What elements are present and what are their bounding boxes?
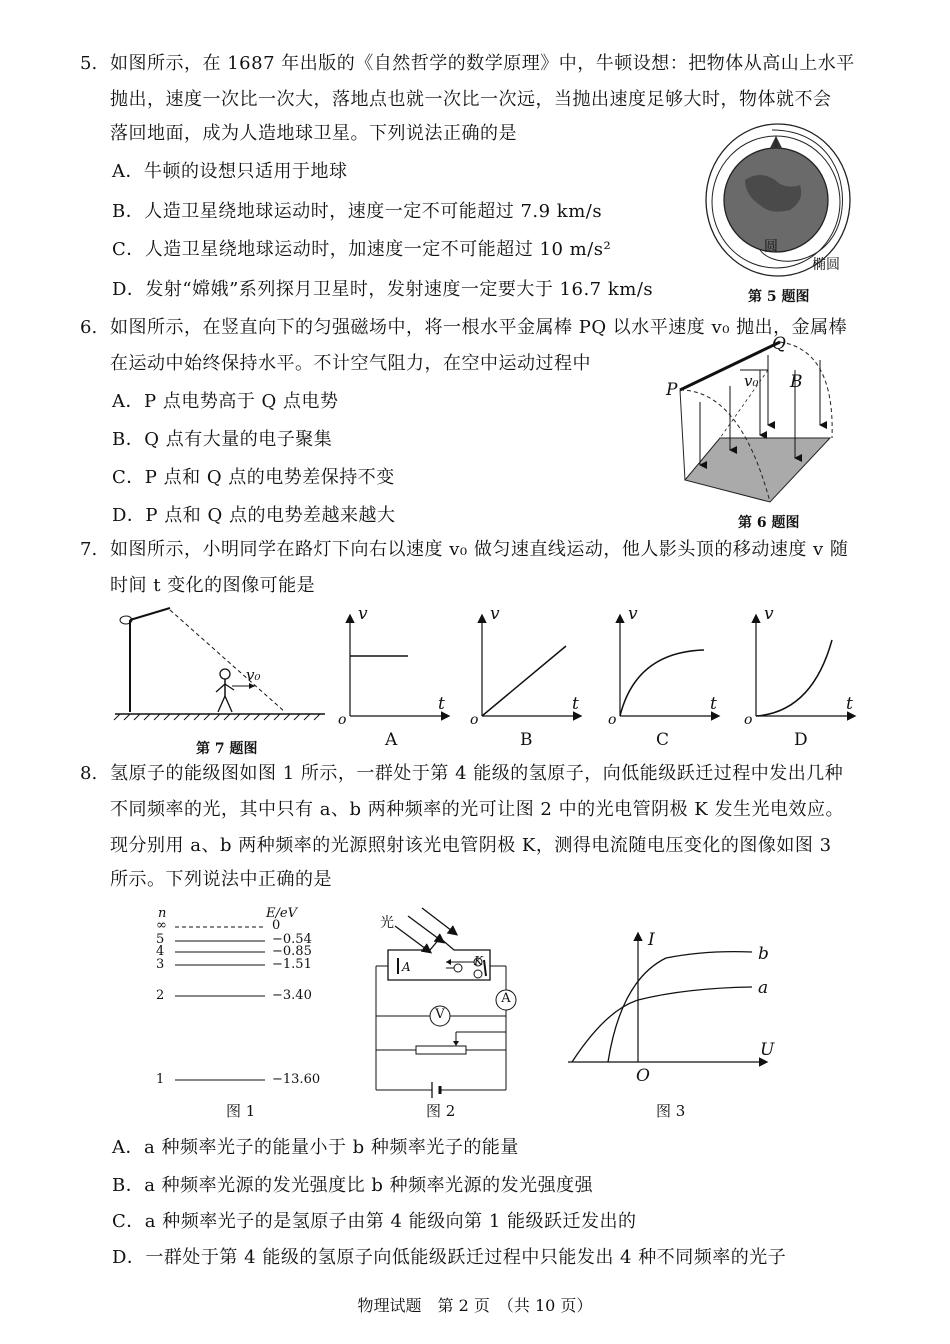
- q5-option-b: B．人造卫星绕地球运动时，速度一定不可能超过 7.9 km/s: [112, 201, 603, 222]
- q5-stem-line-1: 如图所示，在 1687 年出版的《自然哲学的数学原理》中，牛顿设想：把物体从高山上水平: [110, 53, 855, 74]
- fig3-label-u: U: [760, 1040, 775, 1060]
- fig1-e-3: −1.51: [272, 957, 312, 972]
- q6-figure-rod-field: [660, 330, 860, 510]
- q6-stem-line-1: 如图所示，在竖直向下的匀强磁场中，将一根水平金属棒 PQ 以水平速度 v₀ 抛出，金属棒: [110, 317, 848, 338]
- q7-graph-d: [742, 612, 862, 722]
- q8-option-d: D．一群处于第 4 能级的氢原子向低能级跃迁过程中只能发出 4 种不同频率的光子: [112, 1247, 787, 1268]
- fig3-label-i: I: [648, 930, 655, 950]
- q7-stem-line-2: 时间 t 变化的图像可能是: [110, 575, 316, 596]
- page-footer: 物理试题 第 2 页 （共 10 页）: [357, 1296, 593, 1315]
- q5-label-ellipse: 椭圆: [812, 257, 840, 273]
- q5-option-a: A．牛顿的设想只适用于地球: [112, 161, 348, 182]
- fig2-caption: 图 2: [426, 1102, 456, 1120]
- q6-option-b: B．Q 点有大量的电子聚集: [112, 429, 333, 450]
- fig1-n-3: 3: [156, 957, 165, 972]
- q6-label-b: B: [790, 372, 803, 392]
- q7-graph-d-y: v: [764, 604, 774, 624]
- q7-graph-d-o: o: [744, 712, 753, 728]
- q6-figure-caption: 第 6 题图: [738, 515, 800, 531]
- q7-graph-c-y: v: [628, 604, 638, 624]
- fig1-level-lines: [170, 920, 270, 1090]
- q6-number: 6.: [80, 317, 98, 338]
- q6-option-c: C．P 点和 Q 点的电势差保持不变: [112, 467, 395, 488]
- q7-graph-c-o: o: [608, 712, 617, 728]
- q5-label-circle: 圆: [764, 239, 778, 255]
- q8-stem-line-3: 现分别用 a、b 两种频率的光源照射该光电管阴极 K，测得电流随电压变化的图像如图 3: [110, 835, 832, 856]
- q7-number: 7.: [80, 539, 98, 560]
- q7-graph-a-y: v: [358, 604, 368, 624]
- q7-figure-caption: 第 7 题图: [196, 741, 258, 757]
- q8-number: 8.: [80, 763, 98, 784]
- fig1-e-inf: 0: [272, 918, 281, 933]
- q8-stem-line-1: 氢原子的能级图如图 1 所示，一群处于第 4 能级的氢原子，向低能级跃迁过程中发出几种: [110, 763, 844, 784]
- q6-label-p: P: [666, 380, 678, 400]
- q7-graph-a-label: A: [385, 730, 398, 750]
- q7-graph-b-label: B: [520, 730, 533, 750]
- fig1-e-2: −3.40: [272, 988, 312, 1003]
- q5-figure-caption: 第 5 题图: [748, 289, 810, 305]
- q8-option-b: B．a 种频率光源的发光强度比 b 种频率光源的发光强度强: [112, 1175, 594, 1196]
- fig1-n-4: 4: [156, 944, 165, 959]
- q7-graph-c: [606, 612, 726, 722]
- fig1-e-4: −0.85: [272, 944, 312, 959]
- q6-option-d: D．P 点和 Q 点的电势差越来越大: [112, 505, 396, 526]
- q7-graph-a-o: o: [338, 712, 347, 728]
- fig3-iu-graph: [566, 930, 776, 1070]
- q7-graph-d-x: t: [846, 694, 853, 714]
- fig1-n-label: n: [158, 906, 167, 921]
- fig2-label-cathode: K: [474, 954, 483, 968]
- fig1-e-1: −13.60: [272, 1072, 321, 1087]
- q7-graph-c-label: C: [656, 730, 670, 750]
- fig1-n-2: 2: [156, 988, 165, 1003]
- q7-graph-a-x: t: [438, 694, 445, 714]
- q5-stem-line-3: 落回地面，成为人造地球卫星。下列说法正确的是: [110, 123, 517, 144]
- fig3-label-b: b: [758, 944, 769, 964]
- fig1-n-1: 1: [156, 1072, 165, 1087]
- q7-graph-b: [468, 612, 588, 722]
- fig2-label-light: 光: [380, 915, 394, 931]
- q5-stem-line-2: 抛出，速度一次比一次大，落地点也就一次比一次远，当抛出速度足够大时，物体就不会: [110, 89, 832, 110]
- fig1-e-label: E/eV: [266, 906, 297, 921]
- q7-stem-line-1: 如图所示，小明同学在路灯下向右以速度 v₀ 做匀速直线运动，他人影头顶的移动速度 v 随: [110, 539, 849, 560]
- q8-option-c: C．a 种频率光子的是氢原子由第 4 能级向第 1 能级跃迁发出的: [112, 1211, 637, 1232]
- q6-option-a: A．P 点电势高于 Q 点电势: [112, 391, 339, 412]
- q8-stem-line-2: 不同频率的光，其中只有 a、b 两种频率的光可让图 2 中的光电管阴极 K 发生光电效应。: [110, 799, 844, 820]
- q7-graph-b-x: t: [572, 694, 579, 714]
- q8-stem-line-4: 所示。下列说法中正确的是: [110, 869, 332, 890]
- q7-graph-c-x: t: [710, 694, 717, 714]
- fig3-label-a: a: [758, 978, 769, 998]
- fig3-label-o: O: [636, 1066, 650, 1086]
- q6-stem-line-2: 在运动中始终保持水平。不计空气阻力，在空中运动过程中: [110, 353, 591, 374]
- q5-option-c: C．人造卫星绕地球运动时，加速度一定不可能超过 10 m/s²: [112, 239, 612, 260]
- q7-graph-d-label: D: [794, 730, 808, 750]
- fig2-voltmeter: V: [435, 1007, 445, 1022]
- q7-graph-b-o: o: [470, 712, 479, 728]
- q5-option-d: D．发射“嫦娥”系列探月卫星时，发射速度一定要大于 16.7 km/s: [112, 279, 654, 300]
- fig1-n-inf: ∞: [156, 918, 167, 933]
- q6-label-v0: v₀: [744, 372, 759, 390]
- fig2-label-anode: A: [402, 960, 411, 974]
- q8-option-a: A．a 种频率光子的能量小于 b 种频率光子的能量: [112, 1137, 519, 1158]
- fig1-n-5: 5: [156, 932, 165, 947]
- q7-label-v0: v₀: [246, 666, 261, 684]
- fig1-caption: 图 1: [226, 1102, 256, 1120]
- q7-graph-b-y: v: [490, 604, 500, 624]
- q7-figure-streetlamp: [110, 600, 340, 730]
- fig3-caption: 图 3: [656, 1102, 686, 1120]
- q5-number: 5.: [80, 53, 98, 74]
- fig2-ammeter: A: [501, 991, 511, 1006]
- q6-label-q: Q: [772, 334, 786, 354]
- fig1-e-5: −0.54: [272, 932, 312, 947]
